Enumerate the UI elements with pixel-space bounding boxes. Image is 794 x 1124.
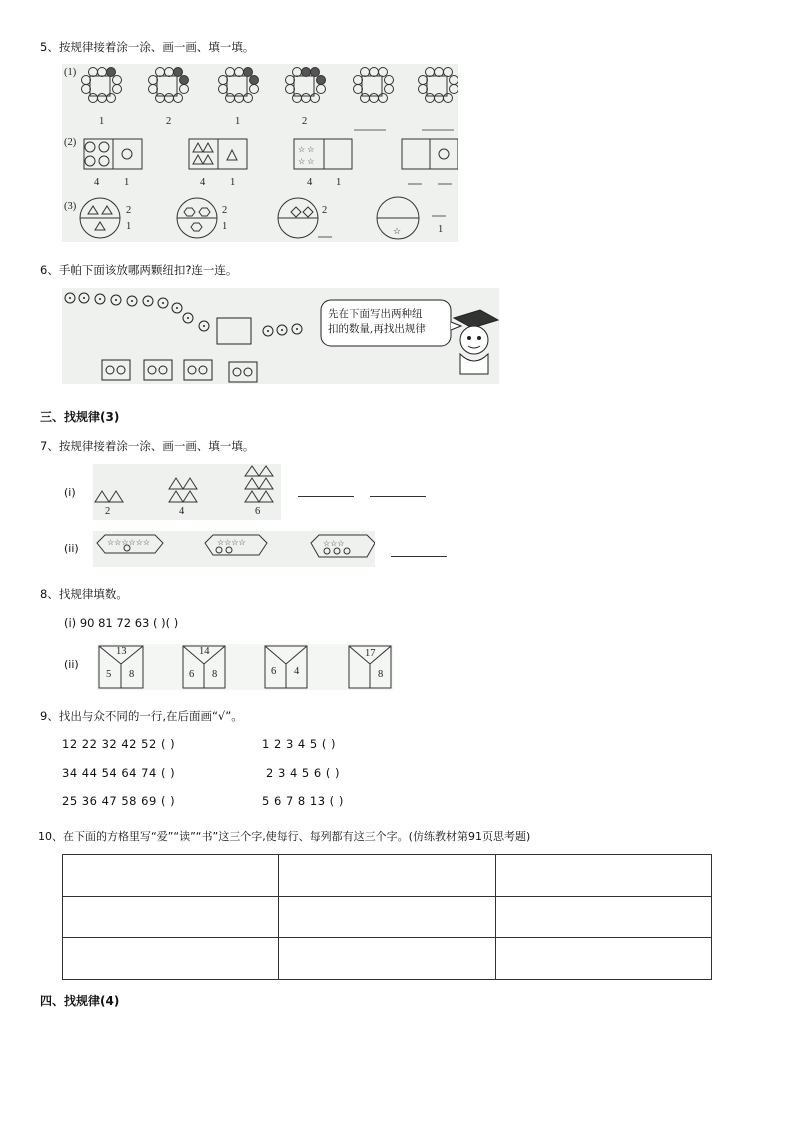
q7-tri-num: 2: [105, 506, 111, 517]
house-left: 5: [106, 669, 112, 680]
q7-triangles-figure: [93, 464, 281, 520]
q5-part3-label: (3): [64, 201, 77, 212]
q5-p1-num: 1: [99, 116, 105, 127]
svg-text:☆☆☆☆☆☆: ☆☆☆☆☆☆: [107, 538, 151, 547]
house-right: 8: [129, 669, 135, 680]
house-top: 17: [365, 648, 376, 659]
grid-cell[interactable]: [63, 896, 279, 938]
q5-p2-num: 4: [307, 177, 313, 188]
q5-part1-label: (1): [64, 67, 77, 78]
q8-houses: [97, 644, 393, 690]
grid-cell[interactable]: [495, 938, 711, 980]
q5-drawings: [62, 64, 458, 242]
q5-p3-num: 2: [222, 205, 228, 216]
q10-grid: [62, 854, 712, 980]
q6-hint-bubble: [328, 307, 426, 337]
q5-p3-num: 1: [438, 224, 444, 235]
q7-hexagons-figure: [93, 531, 375, 567]
grid-cell[interactable]: [495, 855, 711, 897]
q5-figure: [62, 64, 458, 242]
q9-right-row: 1 2 3 4 5 ( ): [262, 737, 336, 751]
house-right: 8: [212, 669, 218, 680]
house-left: 6: [189, 669, 195, 680]
q6-title: 6、手帕下面该放哪两颗纽扣?连一连。: [40, 263, 238, 277]
section-4-title: 四、找规律(4): [40, 994, 120, 1008]
grid-cell[interactable]: [495, 896, 711, 938]
house-top: 13: [116, 646, 127, 657]
q9-title: 9、找出与众不同的一行,在后面画“√”。: [40, 709, 243, 723]
q5-p2-num: 1: [336, 177, 342, 188]
house-left: 6: [271, 666, 277, 677]
q9-right-row: 5 6 7 8 13 ( ): [262, 794, 344, 808]
q7-triangles: [93, 464, 281, 520]
q10-title: 10、在下面的方格里写“爱”“读”“书”这三个字,使每行、每列都有这三个字。(仿练教材第91页思考题): [38, 830, 531, 843]
grid-cell[interactable]: [279, 855, 495, 897]
svg-text:☆☆☆☆: ☆☆☆☆: [217, 538, 246, 547]
q7-tri-num: 6: [255, 506, 261, 517]
q8-title: 8、找规律填数。: [40, 587, 128, 601]
house-right: 4: [294, 666, 300, 677]
house-right: 8: [378, 669, 384, 680]
q9-left-row: 34 44 54 64 74 ( ): [62, 766, 176, 780]
q5-p3-num: 2: [322, 205, 328, 216]
q6-figure: [62, 288, 499, 384]
q5-title: 5、按规律接着涂一涂、画一画、填一填。: [40, 40, 255, 54]
q5-part2-label: (2): [64, 137, 77, 148]
q5-p2-num: 4: [200, 177, 206, 188]
q5-p2-num: 1: [230, 177, 236, 188]
q5-p3-num: 1: [126, 221, 132, 232]
q7-tri-num: 4: [179, 506, 185, 517]
q7-blank-1[interactable]: [298, 496, 354, 497]
q7-part-i-label: (i): [64, 486, 76, 499]
q8-part-i: (i) 90 81 72 63 ( )( ): [64, 616, 179, 630]
q5-p3-num: 1: [222, 221, 228, 232]
q5-p1-num: 2: [302, 116, 308, 127]
section-3-title: 三、找规律(3): [40, 410, 120, 424]
q8-part-ii-label: (ii): [64, 658, 79, 671]
svg-text:☆ ☆: ☆ ☆: [298, 145, 315, 154]
q7-blank-3[interactable]: [391, 556, 447, 557]
q9-right-row: 2 3 4 5 6 ( ): [266, 766, 340, 780]
svg-text:☆ ☆: ☆ ☆: [298, 157, 315, 166]
q7-title: 7、按规律接着涂一涂、画一画、填一填。: [40, 439, 255, 453]
q7-blank-2[interactable]: [370, 496, 426, 497]
grid-cell[interactable]: [63, 938, 279, 980]
q9-left-row: 25 36 47 58 69 ( ): [62, 794, 176, 808]
bubble-line: 先在下面写出两种纽: [328, 308, 423, 320]
q6-buttons: [62, 288, 499, 384]
q5-p1-num: 1: [235, 116, 241, 127]
grid-cell[interactable]: [63, 855, 279, 897]
q7-hexagons: [93, 531, 375, 567]
cartoon-character: [454, 310, 498, 374]
q5-p2-num: 1: [124, 177, 130, 188]
house-top: 14: [199, 646, 210, 657]
bubble-line: 扣的数量,再找出规律: [328, 323, 426, 335]
grid-cell[interactable]: [279, 938, 495, 980]
q7-part-ii-label: (ii): [64, 542, 79, 555]
q5-p3-num: 2: [126, 205, 132, 216]
grid-cell[interactable]: [279, 896, 495, 938]
q5-p2-num: 4: [94, 177, 100, 188]
q5-p1-num: 2: [166, 116, 172, 127]
q8-houses-figure: [97, 644, 393, 690]
ring-group: [82, 68, 459, 103]
svg-text:☆: ☆: [393, 226, 402, 236]
q9-left-row: 12 22 32 42 52 ( ): [62, 737, 176, 751]
svg-text:☆☆☆: ☆☆☆: [323, 539, 345, 548]
